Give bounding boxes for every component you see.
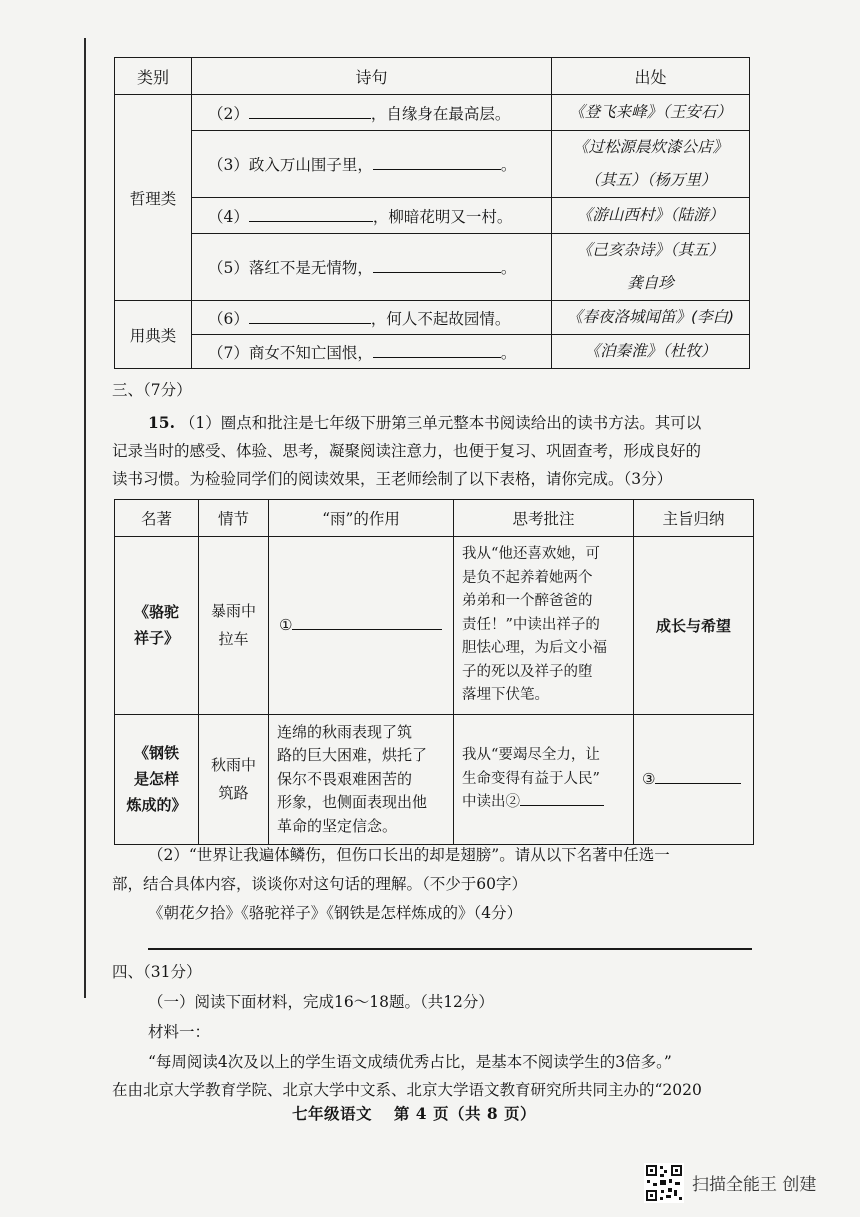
header-rain-effect: “雨”的作用 bbox=[269, 500, 454, 537]
theme-cell: 成长与希望 bbox=[634, 537, 754, 715]
q15-line-1 bbox=[148, 413, 701, 433]
theme-cell bbox=[634, 714, 754, 845]
q15-line-3: 读书习惯。为检验同学们的阅读效果，王老师绘制了以下表格，请你完成。（3分） bbox=[112, 470, 673, 488]
note-line: 落埋下伏笔。 bbox=[462, 687, 549, 703]
verse-pre: （3）政入万山围子里， bbox=[208, 156, 373, 174]
header-note: 思考批注 bbox=[454, 500, 634, 537]
table-row bbox=[115, 95, 750, 131]
header-scene: 情节 bbox=[199, 500, 269, 537]
section4-line-1: （一）阅读下面材料，完成16～18题。（共12分） bbox=[148, 993, 494, 1011]
scene-line: 拉车 bbox=[218, 630, 249, 649]
q15-2-line-1: （2）“世界让我遍体鳞伤，但伤口长出的却是翅膀”。请从以下名著中任选一 bbox=[148, 846, 670, 864]
effect-line: 路的巨大困难，烘托了 bbox=[277, 746, 428, 764]
note-line: 子的死以及祥子的堕 bbox=[462, 663, 593, 680]
scene-cell bbox=[199, 537, 269, 715]
effect-line: 形象，也侧面表现出他 bbox=[277, 793, 428, 811]
category-allusion: 用典类 bbox=[115, 301, 192, 369]
verse-cell bbox=[192, 234, 552, 301]
source-line: 《春夜洛城闻笛》(李白) bbox=[566, 308, 735, 326]
verse-pre: （4） bbox=[208, 207, 249, 226]
verse-post: 。 bbox=[500, 343, 517, 362]
margin-binding-line bbox=[84, 38, 86, 998]
source-line: 龚自珍 bbox=[627, 274, 674, 292]
work-line: 《骆驼 bbox=[133, 603, 179, 622]
verse-pre: （5）落红不是无情物， bbox=[208, 259, 373, 277]
answer-blank[interactable] bbox=[292, 629, 442, 630]
source-cell bbox=[552, 131, 750, 198]
novel-reading-table bbox=[114, 499, 754, 845]
source-cell bbox=[552, 95, 750, 131]
rain-effect-cell bbox=[269, 537, 454, 715]
header-work: 名著 bbox=[115, 500, 199, 537]
verse-cell bbox=[192, 335, 552, 369]
note-line: 我从“他还喜欢她，可 bbox=[462, 546, 600, 562]
answer-blank[interactable] bbox=[520, 805, 604, 806]
source-cell bbox=[552, 198, 750, 234]
answer-blank[interactable] bbox=[655, 783, 741, 784]
answer-blank[interactable] bbox=[249, 323, 371, 324]
note-line: 弟弟和一个醉爸爸的 bbox=[462, 593, 593, 609]
table-row bbox=[115, 714, 754, 845]
source-line: 《己亥杂诗》（其五） bbox=[576, 241, 725, 259]
work-line: 《钢铁 bbox=[133, 744, 179, 763]
note-cell bbox=[454, 714, 634, 845]
poem-table bbox=[114, 57, 750, 369]
table-row bbox=[115, 198, 750, 234]
verse-pre: （2） bbox=[208, 104, 249, 123]
blank-marker-1: ① bbox=[279, 616, 293, 635]
source-line: 《游山西村》（陆游） bbox=[576, 206, 725, 224]
work-line: 是怎样 bbox=[133, 770, 179, 789]
table-row bbox=[115, 335, 750, 369]
novel-table-header bbox=[115, 500, 754, 537]
table-row bbox=[115, 234, 750, 301]
effect-line: 连绵的秋雨表现了筑 bbox=[277, 722, 413, 741]
work-cell bbox=[115, 537, 199, 715]
verse-cell bbox=[192, 301, 552, 335]
note-line: 中读出② bbox=[462, 794, 520, 810]
note-line: 我从“要竭尽全力，让 bbox=[462, 747, 600, 763]
scene-cell bbox=[199, 714, 269, 845]
q15-number: 15. bbox=[148, 413, 175, 432]
scene-line: 筑路 bbox=[218, 784, 249, 803]
page-footer: 七年级语文 第 4 页（共 8 页） bbox=[292, 1104, 537, 1123]
poem-table-header bbox=[115, 58, 750, 95]
answer-blank[interactable] bbox=[249, 221, 373, 222]
section3-heading: 三、（7分） bbox=[112, 381, 192, 399]
answer-blank[interactable] bbox=[373, 357, 501, 358]
q15-2-works: 《朝花夕拾》《骆驼祥子》《钢铁是怎样炼成的》（4分） bbox=[148, 904, 523, 922]
section4-heading: 四、（31分） bbox=[112, 963, 202, 981]
scene-line: 秋雨中 bbox=[210, 756, 256, 775]
qr-code-icon bbox=[644, 1163, 684, 1203]
source-cell bbox=[552, 301, 750, 335]
verse-post: ，何人不起故园情。 bbox=[370, 309, 511, 328]
source-line: （其五）（杨万里） bbox=[584, 171, 717, 189]
table-row bbox=[115, 301, 750, 335]
scene-line: 暴雨中 bbox=[210, 602, 256, 621]
verse-pre: （7）商女不知亡国恨， bbox=[208, 343, 373, 362]
blank-marker-3: ③ bbox=[642, 770, 656, 789]
verse-cell bbox=[192, 95, 552, 131]
rain-effect-cell bbox=[269, 714, 454, 845]
source-line: 《泊秦淮》（杜牧） bbox=[584, 342, 717, 360]
note-line: 生命变得有益于人民” bbox=[462, 770, 600, 787]
effect-line: 革命的坚定信念。 bbox=[277, 816, 398, 835]
material-line-2: 在由北京大学教育学院、北京大学中文系、北京大学语文教育研究所共同主办的“2020 bbox=[112, 1081, 702, 1099]
answer-blank[interactable] bbox=[249, 118, 371, 119]
header-verse: 诗句 bbox=[192, 58, 552, 95]
verse-post: ，自缘身在最高层。 bbox=[370, 104, 511, 123]
verse-post: 。 bbox=[500, 259, 517, 277]
answer-line[interactable] bbox=[148, 948, 752, 950]
verse-pre: （6） bbox=[208, 309, 249, 328]
q15-2-line-2: 部，结合具体内容，谈谈你对这句话的理解。（不少于60字） bbox=[112, 875, 527, 893]
header-source: 出处 bbox=[552, 58, 750, 95]
note-cell bbox=[454, 537, 634, 715]
work-line: 祥子》 bbox=[133, 629, 179, 648]
category-philosophy: 哲理类 bbox=[115, 95, 192, 301]
work-line: 炼成的》 bbox=[126, 796, 187, 815]
verse-cell bbox=[192, 198, 552, 234]
source-line: 《登飞来峰》（王安石） bbox=[569, 103, 732, 121]
header-theme: 主旨归纳 bbox=[634, 500, 754, 537]
verse-post: ，柳暗花明又一村。 bbox=[372, 207, 513, 226]
scanner-watermark: 扫描全能王 创建 bbox=[692, 1175, 817, 1195]
answer-blank[interactable] bbox=[373, 169, 501, 170]
answer-blank[interactable] bbox=[373, 272, 501, 273]
material-line-1: “每周阅读4次及以上的学生语文成绩优秀占比，是基本不阅读学生的3倍多。” bbox=[148, 1053, 672, 1071]
material-label: 材料一： bbox=[148, 1023, 211, 1041]
verse-cell bbox=[192, 131, 552, 198]
note-line: 责任！”中读出祥子的 bbox=[462, 616, 600, 633]
note-line: 是负不起养着她两个 bbox=[462, 569, 593, 586]
note-line: 胆怯心理，为后文小福 bbox=[462, 640, 607, 656]
effect-line: 保尔不畏艰难困苦的 bbox=[277, 769, 413, 788]
header-category: 类别 bbox=[115, 58, 192, 95]
q15-text-1: （1）圈点和批注是七年级下册第三单元整本书阅读给出的读书方法。其可以 bbox=[179, 414, 702, 432]
source-line: 《过松源晨炊漆公店》 bbox=[572, 138, 728, 156]
source-cell bbox=[552, 335, 750, 369]
verse-post: 。 bbox=[500, 156, 517, 174]
table-row bbox=[115, 131, 750, 198]
table-row bbox=[115, 537, 754, 715]
work-cell bbox=[115, 714, 199, 845]
source-cell bbox=[552, 234, 750, 301]
q15-line-2: 记录当时的感受、体验、思考，凝聚阅读注意力，也便于复习、巩固查考，形成良好的 bbox=[112, 442, 702, 460]
